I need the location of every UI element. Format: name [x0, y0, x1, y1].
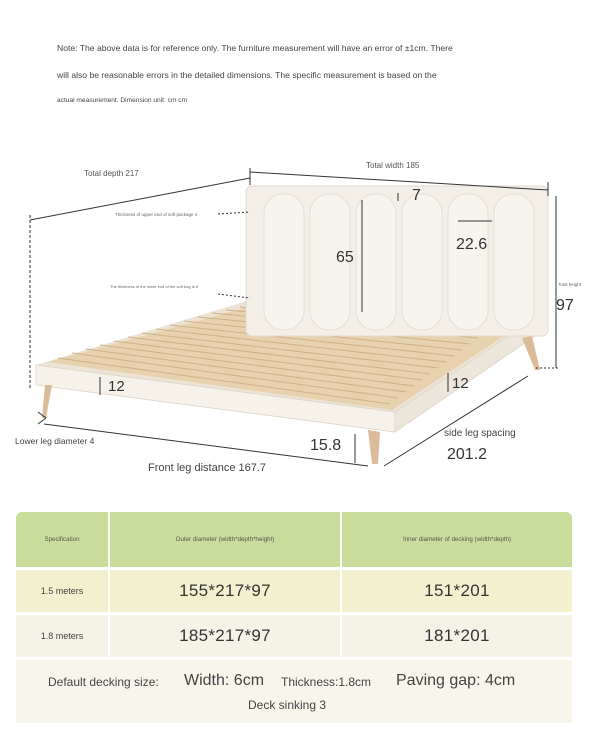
row-size: 1.5 meters [40, 586, 84, 596]
headboard-height-value: 65 [336, 249, 354, 266]
row-outer-value: 185*217*97 [179, 626, 271, 645]
frame-height-right: 12 [452, 375, 469, 392]
decking-footer [16, 660, 572, 723]
row-inner-value: 181*201 [424, 626, 490, 645]
total-width-label: Total width 185 [366, 161, 420, 170]
table-row [16, 615, 572, 657]
header-outer-diameter: Outer diameter (width*depth*height) [175, 536, 275, 543]
side-leg-spacing-value: 201.2 [447, 446, 488, 463]
gap-top-value: 7 [412, 187, 421, 204]
side-leg-spacing-label: side leg spacing [444, 428, 516, 439]
decking-label: Default decking size: [48, 675, 159, 689]
note-line-3: actual measurement. Dimension unit: cm cm [57, 97, 188, 104]
decking-width: Width: 6cm [184, 672, 265, 689]
header-inner-diameter: Inner diameter of decking (width*depth) [403, 536, 511, 543]
column-divider [340, 512, 342, 657]
table-header-row [16, 512, 572, 567]
note-line-1: Note: The above data is for reference only. The furniture measurement will have an error of ±1cm. There [57, 43, 453, 53]
column-divider [108, 512, 110, 657]
spec-table [16, 512, 572, 723]
table-row [16, 570, 572, 612]
row-outer-value: 155*217*97 [179, 581, 271, 600]
frame-height-left: 12 [108, 378, 125, 395]
deck-sinking: Deck sinking 3 [248, 698, 327, 712]
row-size: 1.8 meters [40, 631, 84, 641]
soft-pack-upper-label: Thickness of upper end of soft package 4 [115, 212, 198, 217]
leg-height-value: 15.8 [310, 437, 342, 454]
total-height-label: Total height [558, 282, 582, 287]
paving-gap: Paving gap: 4cm [396, 672, 516, 689]
total-height-value: 97 [556, 297, 574, 314]
row-inner-value: 151*201 [424, 581, 490, 600]
header-specification: Specification [44, 536, 80, 543]
note-line-2: will also be reasonable errors in the detailed dimensions. The specific measurement is based on the [57, 70, 437, 80]
decking-thickness: Thickness:1.8cm [281, 675, 372, 689]
lower-leg-diameter-label: Lower leg diameter 4 [15, 436, 95, 446]
headboard [246, 186, 548, 336]
soft-pack-lower-label: The thickness of the lower end of the soft bag is 6 [110, 284, 199, 289]
total-depth-label: Total depth 217 [84, 169, 139, 178]
front-leg-distance-label: Front leg distance 167.7 [148, 462, 267, 474]
panel-width-value: 22.6 [456, 236, 488, 253]
